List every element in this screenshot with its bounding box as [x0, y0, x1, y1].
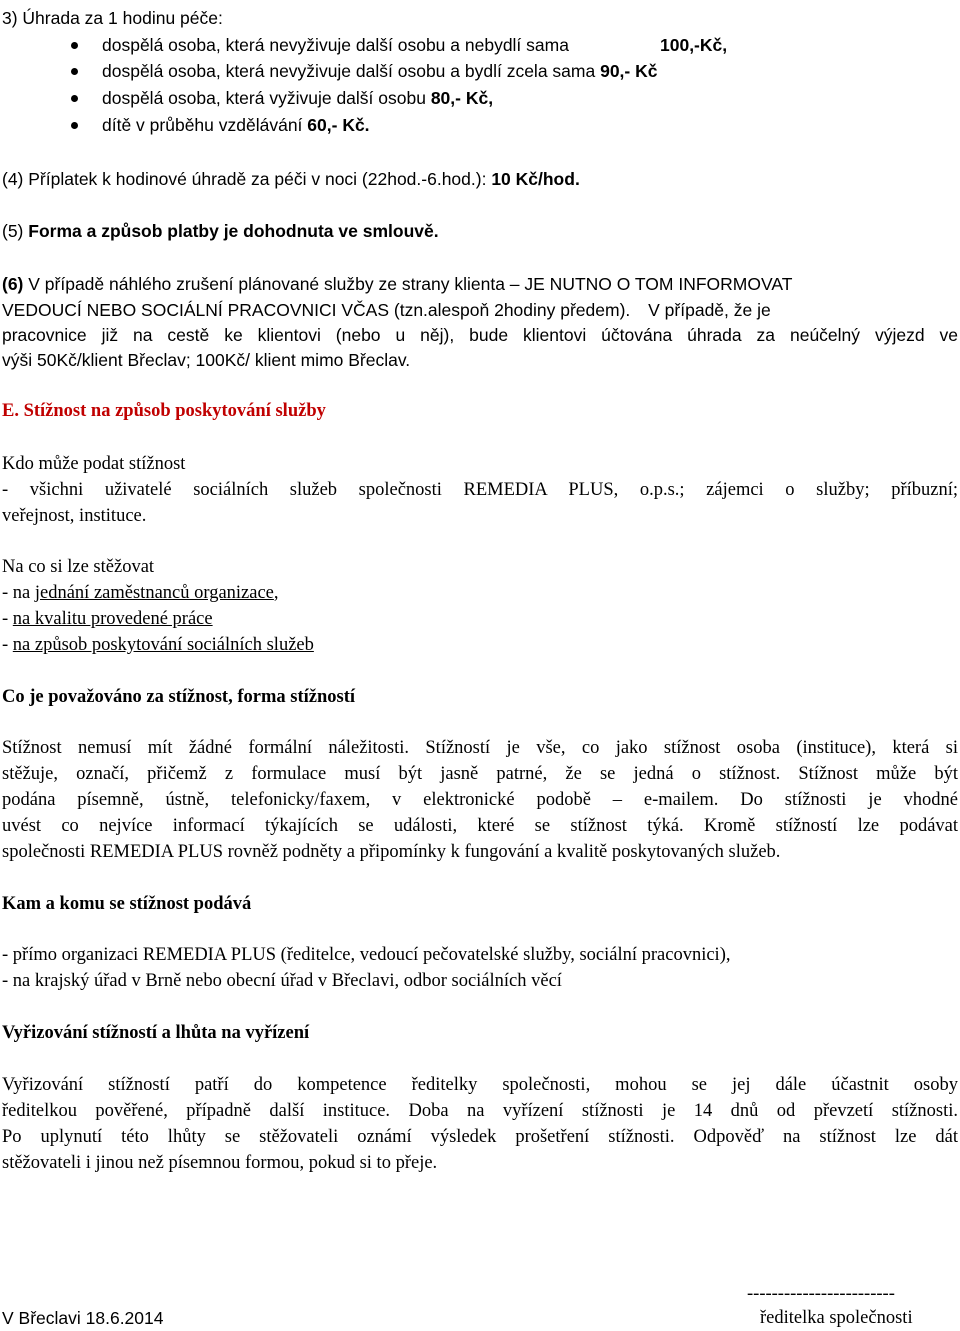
- section-e-title: Stížnost na způsob poskytování služby: [23, 401, 326, 421]
- form-line: podána písemně, ústně, telefonicky/faxem, v elektronické podobě – e-mailem. Do stížnosti je vhodné: [2, 790, 958, 810]
- fee-item-text: dospělá osoba, která nevyživuje další osobu a nebydlí sama: [102, 35, 569, 55]
- night-surcharge-amount: 10 Kč/hod.: [491, 169, 580, 189]
- fee-item-text: dospělá osoba, která nevyživuje další osobu a bydlí zcela sama: [102, 61, 596, 81]
- form-line: Stížnost nemusí mít žádné formální náležitosti. Stížností je vše, co jako stížnost osoba (instituce), která si: [2, 738, 958, 758]
- cancellation-number: (6): [2, 274, 24, 294]
- cancellation-line-3: pracovnice již na cestě ke klientovi (nebo u něj), bude klientovi účtována úhrada za neúčelný výjezd ve: [2, 325, 958, 345]
- what-item: [2, 608, 213, 630]
- fee-item-price: 100,-Kč,: [660, 35, 728, 55]
- who-line-2: veřejnost, instituce.: [2, 506, 147, 526]
- what-item-text: na způsob poskytování sociálních služeb: [12, 635, 314, 655]
- place-date: V Břeclavi 18.6.2014: [2, 1308, 164, 1328]
- cancellation-line-4: výši 50Kč/klient Břeclav; 100Kč/ klient mimo Břeclav.: [2, 350, 411, 370]
- what-item-suffix: ,: [273, 583, 279, 603]
- bullet-icon: [71, 68, 78, 75]
- fee-item: [102, 87, 493, 109]
- what-item-text: na kvalitu provedené práce: [12, 609, 213, 629]
- fee-item: [102, 34, 728, 56]
- what-item-prefix: - na: [2, 583, 35, 603]
- what-item: [2, 582, 279, 604]
- signature-line: ------------------------: [747, 1284, 895, 1304]
- who-heading: Kdo může podat stížnost: [2, 454, 186, 474]
- fee-item: [102, 60, 657, 82]
- what-item-prefix: -: [2, 635, 13, 655]
- fee-item-text: dítě v průběhu vzdělávání: [102, 115, 303, 135]
- fee-item: [102, 114, 370, 136]
- form-heading: Co je považováno za stížnost, forma stížností: [2, 687, 355, 707]
- handling-line: Po uplynutí této lhůty se stěžovateli oznámí výsledek prošetření stížnosti. Odpověď na stížnost lze dát: [2, 1127, 958, 1147]
- what-item-text: jednání zaměstnanců organizace: [34, 583, 274, 603]
- fee-item-price: 80,- Kč,: [430, 88, 494, 108]
- signature-title: ředitelka společnosti: [760, 1308, 913, 1328]
- where-line: - na krajský úřad v Brně nebo obecní úřad v Břeclavi, odbor sociálních věcí: [2, 971, 562, 991]
- bullet-icon: [71, 95, 78, 102]
- cancellation-text-b: V případě, že je: [643, 300, 771, 320]
- what-item: [2, 634, 314, 656]
- cancellation-line-2: [2, 299, 771, 321]
- fee-item-price: 90,- Kč: [600, 61, 658, 81]
- cancellation-text: V případě náhlého zrušení plánované služby ze strany klienta – JE NUTNO O TOM INFORMOVAT: [23, 274, 793, 294]
- handling-heading: Vyřizování stížností a lhůta na vyřízení: [2, 1023, 310, 1043]
- payment-form-text: Forma a způsob platby je dohodnuta ve smlouvě.: [28, 221, 439, 241]
- handling-line: Vyřizování stížností patří do kompetence ředitelky společnosti, mohou se jej dále účastnit osoby: [2, 1075, 958, 1095]
- bullet-icon: [71, 42, 78, 49]
- what-item-prefix: -: [2, 609, 13, 629]
- section-3-heading: 3) Úhrada za 1 hodinu péče:: [2, 8, 223, 28]
- payment-form-number: (5): [2, 221, 29, 241]
- fee-item-text: dospělá osoba, která vyživuje další osobu: [102, 88, 426, 108]
- form-line: společnosti REMEDIA PLUS rovněž podněty a připomínky k fungování a kvalitě poskytovaných služeb.: [2, 842, 781, 862]
- where-heading: Kam a komu se stížnost podává: [2, 894, 252, 914]
- night-surcharge-paragraph: [2, 168, 580, 190]
- payment-form-paragraph: [2, 220, 439, 242]
- what-heading: Na co si lze stěžovat: [2, 557, 155, 577]
- form-line: uvést co nejvíce informací týkajících se události, které se stížnost týká. Kromě stížností lze podávat: [2, 816, 958, 836]
- night-surcharge-text: (4) Příplatek k hodinové úhradě za péči v noci (22hod.-6.hod.):: [2, 169, 492, 189]
- section-e-heading: [2, 400, 326, 422]
- handling-line: ředitelkou pověřené, případně další instituce. Doba na vyřízení stížnosti je 14 dnů od převzetí stížnosti.: [2, 1101, 958, 1121]
- form-line: stěžuje, označí, přičemž z formulace musí být jasně patrné, že se jedná o stížnost. Stížnost může být: [2, 764, 958, 784]
- bullet-icon: [71, 122, 78, 129]
- cancellation-text-a: VEDOUCÍ NEBO SOCIÁLNÍ PRACOVNICI VČAS (tzn.alespoň 2hodiny předem).: [2, 300, 631, 320]
- where-line: - přímo organizaci REMEDIA PLUS (ředitelce, vedoucí pečovatelské služby, sociální pracovnici),: [2, 945, 731, 965]
- cancellation-line-1: [2, 273, 792, 295]
- who-line-1: - všichni uživatelé sociálních služeb společnosti REMEDIA PLUS, o.p.s.; zájemci o služby; příbuzní;: [2, 480, 958, 500]
- handling-line: stěžovateli i jinou než písemnou formou, pokud si to přeje.: [2, 1153, 438, 1173]
- fee-item-price: 60,- Kč.: [307, 115, 370, 135]
- section-e-letter: E.: [2, 401, 24, 421]
